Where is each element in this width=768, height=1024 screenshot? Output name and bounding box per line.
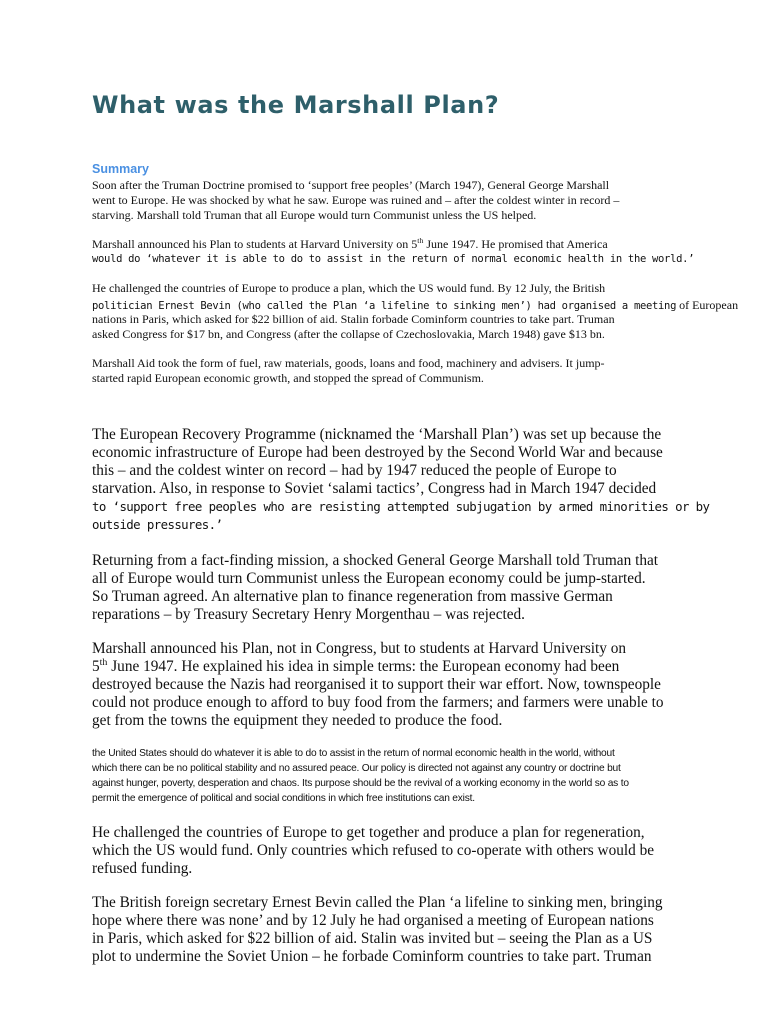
body-line: destroyed because the Nazis had reorganised it to support their war effort. Now, townspeople bbox=[92, 676, 661, 693]
body-line: economic infrastructure of Europe had been destroyed by the Second World War and because bbox=[92, 444, 663, 461]
summary-line: nations in Paris, which asked for $22 billion of aid. Stalin forbade Cominform countries to take part. Truman bbox=[92, 312, 615, 326]
summary-line: Soon after the Truman Doctrine promised to ‘support free peoples’ (March 1947), General George Marshall bbox=[92, 178, 610, 192]
body-line: in Paris, which asked for $22 billion of aid. Stalin was invited but – seeing the Plan as a US bbox=[92, 930, 653, 947]
summary-line: Marshall Aid took the form of fuel, raw materials, goods, loans and food, machinery and advisers. It jump- bbox=[92, 356, 605, 370]
summary-line: asked Congress for $17 bn, and Congress (after the collapse of Czechoslovakia, March 1948) gave $13 bn. bbox=[92, 327, 605, 341]
body-line: 5th June 1947. He explained his idea in simple terms: the European economy had been bbox=[92, 656, 620, 675]
body-line: get from the towns the equipment they needed to produce the food. bbox=[92, 712, 503, 729]
body-line: So Truman agreed. An alternative plan to finance regeneration from massive German bbox=[92, 588, 613, 605]
body-quote-line: outside pressures.’ bbox=[92, 517, 223, 532]
quote-line: permit the emergence of political and social conditions in which free institutions can exist. bbox=[92, 793, 475, 804]
summary-line: He challenged the countries of Europe to produce a plan, which the US would fund. By 12 July, the British bbox=[92, 281, 606, 295]
body-line: starvation. Also, in response to Soviet ‘salami tactics’, Congress had in March 1947 decided bbox=[92, 480, 657, 497]
body-line: Marshall announced his Plan, not in Congress, but to students at Harvard University on bbox=[92, 640, 627, 657]
summary-line: politician Ernest Bevin (who called the Plan ‘a lifeline to sinking men’) had organised a meeting of European bbox=[92, 298, 739, 312]
body-line: He challenged the countries of Europe to get together and produce a plan for regeneration, bbox=[92, 824, 645, 841]
body-line: all of Europe would turn Communist unless the European economy could be jump-started. bbox=[92, 570, 646, 587]
summary-line: Marshall announced his Plan to students at Harvard University on 5th June 1947. He promised that America bbox=[92, 236, 608, 251]
summary-line: starving. Marshall told Truman that all Europe would turn Communist unless the US helped. bbox=[92, 208, 537, 222]
summary-heading: Summary bbox=[92, 162, 149, 176]
body-quote-line: to ‘support free peoples who are resisting attempted subjugation by armed minorities or by bbox=[92, 499, 710, 514]
quote-line: which there can be no political stability and no assured peace. Our policy is directed not against any country or doctrine but bbox=[92, 763, 621, 774]
body-line: which the US would fund. Only countries which refused to co-operate with others would be bbox=[92, 842, 655, 859]
summary-line: went to Europe. He was shocked by what he saw. Europe was ruined and – after the coldest winter in record – bbox=[92, 193, 620, 207]
summary-quote-line: would do ‘whatever it is able to do to assist in the return of normal economic health in the world.’ bbox=[92, 253, 695, 265]
body-line: this – and the coldest winter on record – had by 1947 reduced the people of Europe to bbox=[92, 462, 617, 479]
body-line: Returning from a fact-finding mission, a shocked General George Marshall told Truman that bbox=[92, 552, 659, 569]
quote-line: against hunger, poverty, desperation and chaos. Its purpose should be the revival of a working economy in the world so as to bbox=[92, 778, 629, 789]
body-line: hope where there was none’ and by 12 July he had organised a meeting of European nations bbox=[92, 912, 654, 929]
body-line: The European Recovery Programme (nicknamed the ‘Marshall Plan’) was set up because the bbox=[92, 426, 662, 443]
body-line: The British foreign secretary Ernest Bevin called the Plan ‘a lifeline to sinking men, bringing bbox=[92, 894, 663, 911]
body-line: plot to undermine the Soviet Union – he forbade Cominform countries to take part. Truman bbox=[92, 948, 652, 965]
body-line: refused funding. bbox=[92, 860, 193, 877]
quote-line: the United States should do whatever it is able to do to assist in the return of normal economic health in the world, without bbox=[92, 748, 615, 759]
body-line: could not produce enough to afford to buy food from the farmers; and farmers were unable to bbox=[92, 694, 664, 711]
page-title: What was the Marshall Plan? bbox=[92, 91, 500, 119]
body-line: reparations – by Treasury Secretary Henry Morgenthau – was rejected. bbox=[92, 606, 525, 623]
summary-line: started rapid European economic growth, and stopped the spread of Communism. bbox=[92, 371, 484, 385]
